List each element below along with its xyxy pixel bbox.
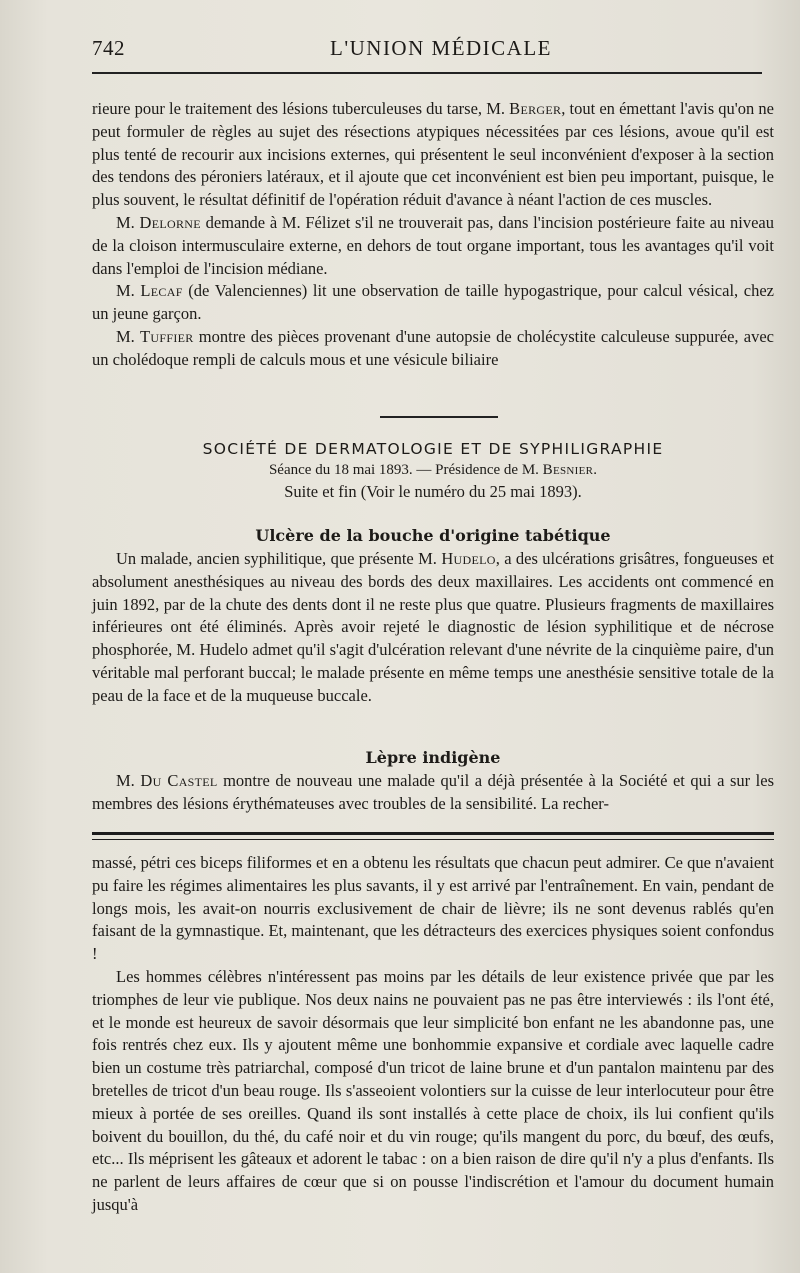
paragraph (92, 212, 774, 280)
journal-title: L'UNION MÉDICALE (330, 36, 553, 60)
session-line: Séance du 18 mai 1893. — Présidence de M. Besnier. (268, 462, 598, 478)
paragraph (92, 98, 774, 212)
author-name: Berger (509, 99, 562, 118)
section-heading: Lèpre indigène (365, 748, 501, 767)
page-header (92, 36, 762, 66)
section-lepre (92, 746, 774, 816)
upper-text-block (92, 98, 774, 372)
text-run: M. (116, 771, 141, 790)
feuilleton-paragraph: Les hommes célèbres n'intéressent pas moins par les détails de leur existence privée que par les triomphes de leur vie publique. Nos deux nains ne pouvaient pas ne pas être interviewés : ils l'ont été, et le monde est heureux de savoir désormais que leur simplicité bon enfant ne les abandonne pas, une fois rentrés chez eux. Ils y ajoutent même une bonhommie expansive et cordiale avec laquelle cadre bien un costume très patriarchal, composé d'un tricot de laine brune et d'un pantalon maintenu par des bretelles de tricot d'un beau rouge. Ils s'asseoient volontiers sur la cuisse de leur interlocuteur pour être mieux à portée de ses oreilles. Quand ils sont installés à cette place de choix, ils lui confient qu'ils boivent du bouillon, du thé, du café noir et du vin rouge; qu'ils mangent du porc, du bœuf, des œufs, etc... Ils méprisent les gâteaux et adorent le tabac : on a bien raison de dire qu'il n'y a plus d'enfants. Ils ne parlent de leurs affaires de cœur que si on pousse l'indiscrétion et l'amour du document humain jusqu'à (92, 966, 774, 1214)
text-run: montre des pièces provenant d'une autopsie de cholécystite calculeuse suppurée, avec un cholédoque rempli de calculs mous et une vésicule biliaire (92, 326, 774, 369)
text-run: rieure pour le traitement des lésions tuberculeuses du tarse, M. (92, 99, 510, 118)
paragraph (92, 326, 774, 372)
header-rule (92, 72, 762, 74)
author-name: Du Castel (140, 771, 218, 790)
text-run: Un malade, ancien syphilitique, que présente M. (116, 549, 442, 568)
society-block (92, 438, 774, 504)
author-name: Lecaf (140, 281, 183, 301)
author-name: Hudelo (441, 549, 496, 568)
page-number: 742 (92, 36, 125, 60)
text-run: , a des ulcérations grisâtres, fongueuses et absolument anesthésiques au niveau des bords des deux maxillaires. Les accidents ont commencé en juin 1892, par de la chute des dents dont il ne reste plus que quatre. Plusieurs fragments de maxillaires inférieures ont été éliminés. Après avoir rejeté le diagnostic de lésion syphilitique et de nécrose phosphorée, M. Hudelo admet qu'il s'agit d'ulcération relevant d'une névrite de la cinquième paire, d'un véritable mal perforant buccal; le malade présente en même temps une anesthésie sensitive totale de la peau de la face et de la muqueuse buccale. (92, 549, 774, 705)
text-run: montre de nouveau une malade qu'il a déjà présentée à la Société et qui a sur les membres des lésions érythémateuses avec troubles de la sensibilité. La recher- (92, 771, 774, 813)
section-paragraph (92, 548, 774, 708)
feuilleton-rule-top (92, 832, 774, 835)
author-name: Tuffier (140, 326, 194, 346)
society-title: SOCIÉTÉ DE DERMATOLOGIE ET DE SYPHILIGRAPHIE (202, 440, 664, 458)
author-name: Delorne (139, 212, 201, 232)
text-run: M. (116, 281, 141, 301)
feuilleton-rule-bottom (92, 839, 774, 840)
text-run: M. (116, 212, 140, 232)
feuilleton-paragraph: massé, pétri ces biceps filiformes et en a obtenu les résultats que chacun peut admirer. Ce que n'avaient pu faire les régimes alimentaires les plus savants, il y est arrivé par l'entraînement. En vain, pendant de longs mois, les avait-on nourris exclusivement de chair de lièvre; ils ne sont devenus rablés qu'en faisant de la gymnastique. Et, maintenant, que les détracteurs des exercices physiques soient confondus ! (92, 853, 774, 964)
president-name: Besnier (542, 462, 594, 478)
section-ulcere (92, 524, 774, 708)
text-run: (de Valenciennes) lit une observation de taille hypogastrique, pour calcul vésical, chez un jeune garçon. (92, 281, 774, 324)
section-divider (380, 416, 498, 418)
section-paragraph (92, 770, 774, 816)
text-run: , tout en émettant l'avis qu'on ne peut formuler de règles au sujet des résections atypiques nécessitées par ces lésions, avoue qu'il est plus tenté de recourir aux incisions externes, qui présentent le seul inconvénient d'exposer à la section des tendons des péroniers latéraux, et il ajoute que cet inconvénient est bien peu important, puisque, le plus souvent, le résultat définitif de l'opération réduit d'avance à néant l'action de ces muscles. (92, 99, 774, 210)
text-run: M. (116, 326, 141, 346)
section-heading: Ulcère de la bouche d'origine tabétique (255, 526, 611, 545)
paragraph (92, 280, 774, 326)
continued-note: Suite et fin (Voir le numéro du 25 mai 1893). (284, 482, 582, 501)
feuilleton-text-block (92, 852, 774, 1217)
text-run: demande à M. Félizet s'il ne trouverait pas, dans l'incision postérieure faite au niveau de la cloison intermusculaire externe, en dehors de tout organe important, tous les avantages qu'il voit dans l'emploi de l'incision médiane. (92, 212, 775, 278)
